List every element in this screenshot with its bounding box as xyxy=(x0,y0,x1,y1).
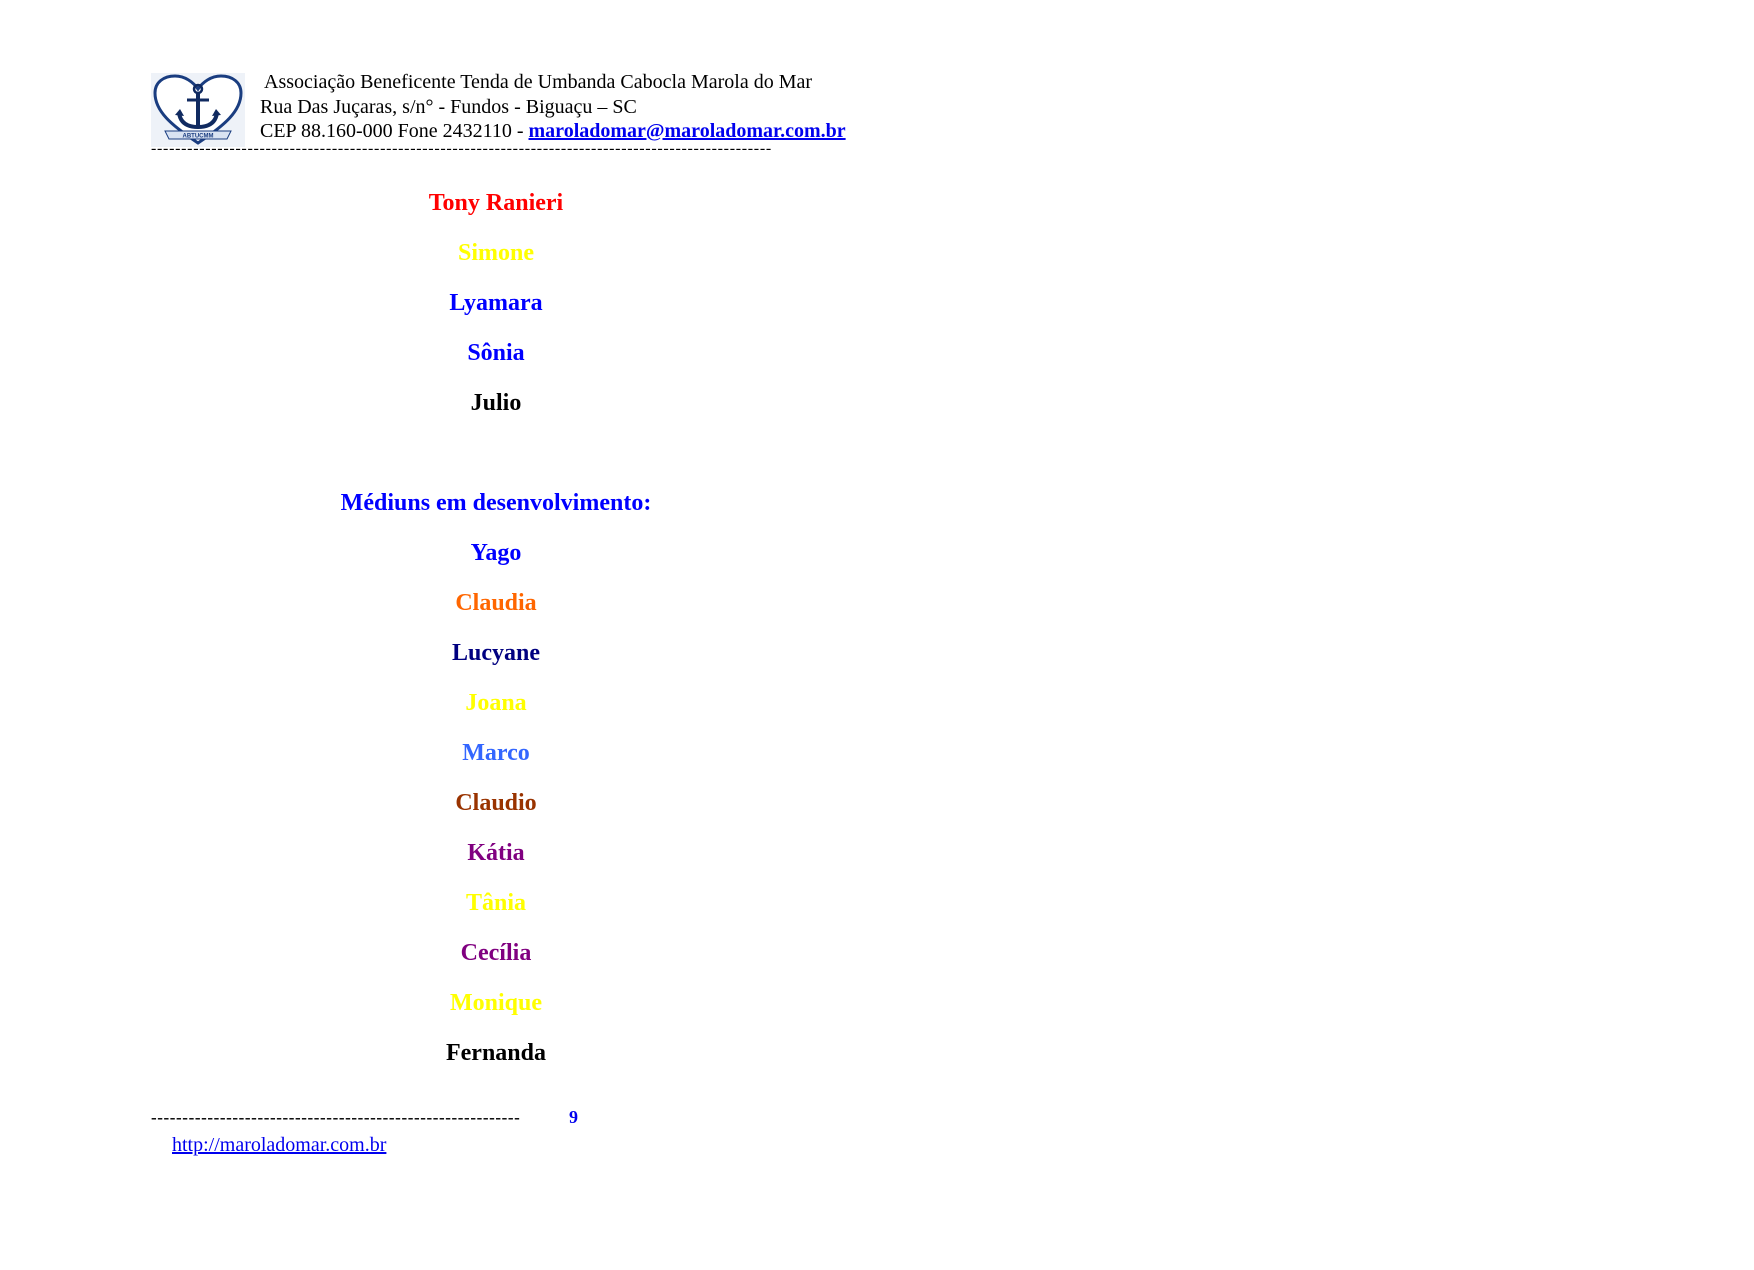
association-name: Associação Beneficente Tenda de Umbanda Cabocla Marola do Mar xyxy=(264,71,813,93)
member-name: Sônia xyxy=(467,340,525,366)
header-divider: ------------------------------------------------------------------------------------------------------- xyxy=(151,140,772,157)
email-link[interactable]: maroladomar@maroladomar.com.br xyxy=(528,120,846,142)
anchor-heart-icon xyxy=(151,73,245,147)
letterhead xyxy=(260,70,846,144)
medium-name: Tânia xyxy=(465,890,527,916)
medium-name: Fernanda xyxy=(445,1040,546,1066)
medium-name: Claudia xyxy=(455,590,537,616)
medium-name: Monique xyxy=(449,990,542,1016)
medium-name: Kátia xyxy=(467,840,525,866)
logo-caption: ABTUCMM xyxy=(182,133,214,140)
medium-name: Cecília xyxy=(460,940,532,966)
member-name: Simone xyxy=(457,240,534,266)
medium-name: Claudio xyxy=(455,790,537,816)
section-title: Médiuns em desenvolvimento: xyxy=(340,490,652,516)
member-name: Lyamara xyxy=(449,290,543,316)
member-name: Tony Ranieri xyxy=(428,190,564,216)
cep-phone: CEP 88.160-000 Fone 2432110 - xyxy=(260,120,529,142)
medium-name: Yago xyxy=(470,540,522,566)
members-list xyxy=(296,183,696,1083)
page-number: 9 xyxy=(569,1107,578,1127)
medium-name: Joana xyxy=(465,690,527,716)
blank-line xyxy=(296,433,696,483)
medium-name: Marco xyxy=(462,740,530,766)
website-link[interactable]: http://maroladomar.com.br xyxy=(172,1134,387,1156)
footer-divider: ----------------------------------------------------------- xyxy=(151,1108,521,1127)
address-line: Rua Das Juçaras, s/n° - Fundos - Biguaçu – SC xyxy=(260,95,637,118)
member-name: Julio xyxy=(470,390,522,416)
medium-name: Lucyane xyxy=(451,640,540,666)
association-logo xyxy=(151,73,245,147)
